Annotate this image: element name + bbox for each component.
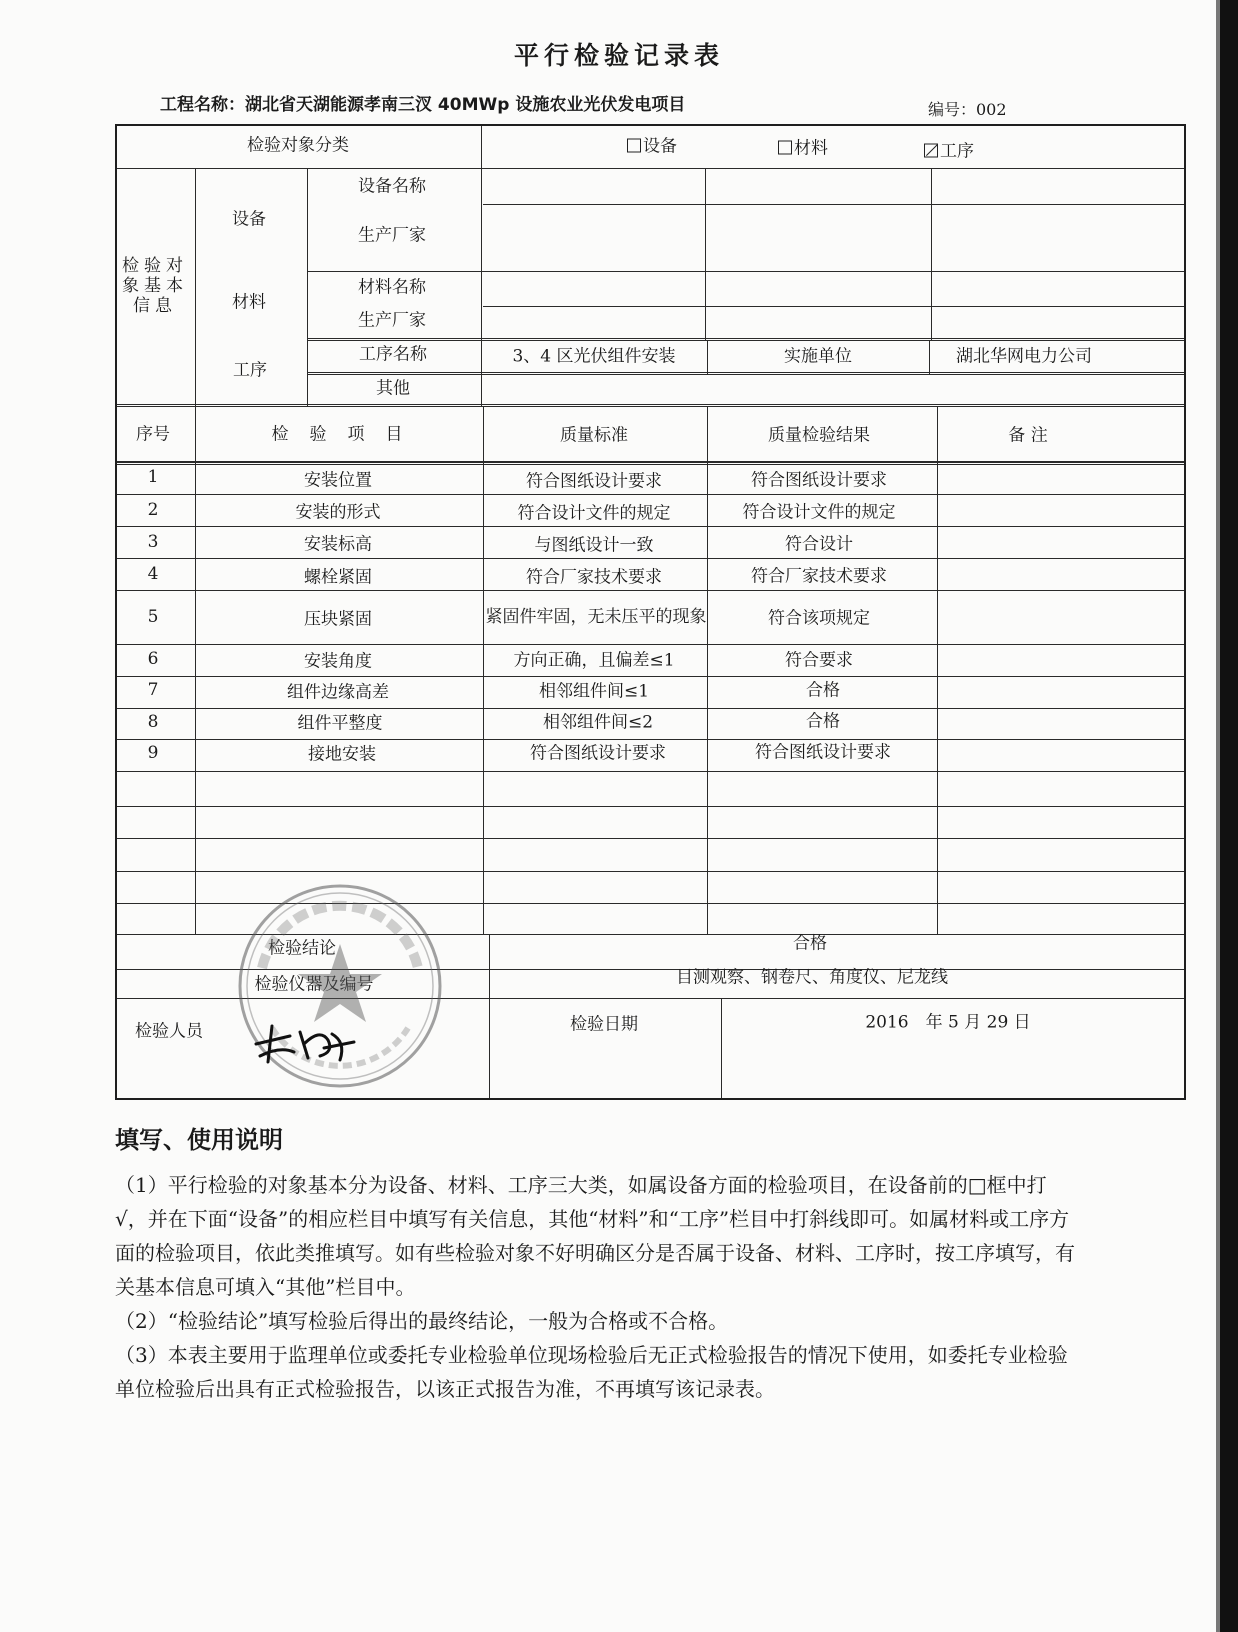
row-no: 7 bbox=[147, 680, 159, 700]
row-result: 符合设计文件的规定 bbox=[742, 502, 896, 523]
category-option-process[interactable]: 工序 bbox=[924, 137, 974, 162]
scan-edge bbox=[1220, 0, 1238, 1632]
row-result: 符合图纸设计要求 bbox=[751, 470, 887, 491]
process-name-value: 3、4 区光伏组件安装 bbox=[512, 346, 676, 367]
row-item: 组件边缘高差 bbox=[287, 682, 389, 703]
row-item: 接地安装 bbox=[308, 744, 376, 765]
row-no: 3 bbox=[147, 532, 159, 552]
row-standard: 与图纸设计一致 bbox=[534, 535, 654, 556]
note-item: （1）平行检验的对象基本分为设备、材料、工序三大类，如属设备方面的检验项目，在设备前的□框中打√，并在下面“设备”的相应栏目中填写有关信息，其他“材料”和“工序”栏目中打斜线即可。如属材料或工序方面的检验项目，依此类推填写。如有些检验对象不好明确区分是否属于设备、材料、工序时，按工序填写，有关基本信息可填入“其他”栏目中。 bbox=[115, 1173, 1075, 1299]
row-item: 螺栓紧固 bbox=[304, 567, 372, 588]
note-item: （2）“检验结论”填写检验后得出的最终结论，一般为合格或不合格。 bbox=[115, 1309, 729, 1333]
row-result: 符合厂家技术要求 bbox=[751, 566, 887, 587]
instruments-label: 检验仪器及编号 bbox=[254, 974, 374, 995]
row-standard: 相邻组件间≤2 bbox=[542, 712, 654, 733]
row-no: 8 bbox=[147, 712, 159, 732]
header-standard: 质量标准 bbox=[560, 425, 628, 446]
row-standard: 相邻组件间≤1 bbox=[538, 681, 650, 702]
category-option-equipment[interactable]: 设备 bbox=[627, 132, 677, 157]
material-label: 材料 bbox=[232, 292, 266, 313]
project-name: 工程名称：湖北省天湖能源孝南三汊 40MWp 设施农业光伏发电项目 bbox=[160, 95, 686, 115]
equipment-label: 设备 bbox=[232, 209, 266, 230]
category-label: 检验对象分类 bbox=[247, 135, 349, 156]
inspector-label: 检验人员 bbox=[135, 1021, 203, 1042]
row-no: 9 bbox=[147, 743, 159, 763]
form-title: 平行检验记录表 bbox=[513, 41, 724, 70]
conclusion-label: 检验结论 bbox=[268, 938, 336, 959]
process-name-label: 工序名称 bbox=[359, 344, 427, 365]
note-item: （3）本表主要用于监理单位或委托专业检验单位现场检验后无正式检验报告的情况下使用，如委托专业检验单位检验后出具有正式检验报告，以该正式报告为准，不再填写该记录表。 bbox=[115, 1343, 1068, 1401]
notes-title: 填写、使用说明 bbox=[115, 1126, 283, 1154]
row-result: 符合图纸设计要求 bbox=[755, 742, 891, 763]
row-item: 安装的形式 bbox=[295, 502, 381, 523]
row-no: 6 bbox=[147, 649, 159, 669]
row-result: 符合设计 bbox=[785, 534, 853, 555]
header-remark: 备 注 bbox=[1008, 425, 1048, 446]
row-standard: 符合设计文件的规定 bbox=[517, 503, 671, 524]
basic-info-label: 检验对象基本信息 bbox=[122, 256, 188, 316]
row-no: 4 bbox=[147, 564, 159, 584]
inspector-signature bbox=[250, 1022, 360, 1066]
row-no: 5 bbox=[147, 607, 159, 627]
material-maker-label: 生产厂家 bbox=[358, 310, 426, 331]
checkbox-icon bbox=[627, 139, 641, 153]
equipment-name-label: 设备名称 bbox=[358, 176, 426, 197]
row-no: 2 bbox=[147, 500, 159, 520]
checkbox-icon bbox=[778, 141, 792, 155]
row-standard: 符合图纸设计要求 bbox=[526, 471, 662, 492]
row-item: 压块紧固 bbox=[304, 609, 372, 630]
inspection-date-value: 2016 年 5 月 29 日 bbox=[865, 1012, 1031, 1033]
row-standard: 符合厂家技术要求 bbox=[526, 567, 662, 588]
row-item: 安装角度 bbox=[304, 651, 372, 672]
other-label: 其他 bbox=[376, 378, 410, 399]
scan-edge-shadow bbox=[1216, 0, 1220, 1632]
row-result: 合格 bbox=[806, 680, 840, 701]
instruments-value: 目测观察、钢卷尺、角度仪、尼龙线 bbox=[676, 967, 948, 988]
row-result: 符合要求 bbox=[785, 650, 853, 671]
implementing-unit-label: 实施单位 bbox=[784, 346, 852, 367]
row-standard: 符合图纸设计要求 bbox=[530, 743, 666, 764]
material-name-label: 材料名称 bbox=[358, 277, 426, 298]
row-item: 组件平整度 bbox=[297, 713, 383, 734]
category-option-material[interactable]: 材料 bbox=[778, 134, 828, 159]
serial-number: 编号：002 bbox=[928, 100, 1007, 119]
header-result: 质量检验结果 bbox=[768, 425, 870, 446]
row-result: 合格 bbox=[806, 711, 840, 732]
row-standard: 方向正确，且偏差≤1 bbox=[513, 650, 675, 671]
row-no: 1 bbox=[147, 467, 159, 487]
inspection-date-label: 检验日期 bbox=[570, 1014, 638, 1035]
checked-checkbox-icon bbox=[924, 144, 938, 158]
usage-notes bbox=[115, 1168, 1075, 1406]
header-item: 检 验 项 目 bbox=[271, 424, 405, 445]
implementing-unit-value: 湖北华网电力公司 bbox=[956, 346, 1092, 367]
header-no: 序号 bbox=[136, 424, 170, 445]
row-item: 安装位置 bbox=[304, 470, 372, 491]
conclusion-value: 合格 bbox=[793, 933, 827, 954]
row-standard: 紧固件牢固，无未压平的现象 bbox=[485, 607, 707, 627]
equipment-maker-label: 生产厂家 bbox=[358, 225, 426, 246]
row-result: 符合该项规定 bbox=[768, 608, 870, 629]
row-item: 安装标高 bbox=[304, 534, 372, 555]
process-label: 工序 bbox=[233, 360, 267, 381]
